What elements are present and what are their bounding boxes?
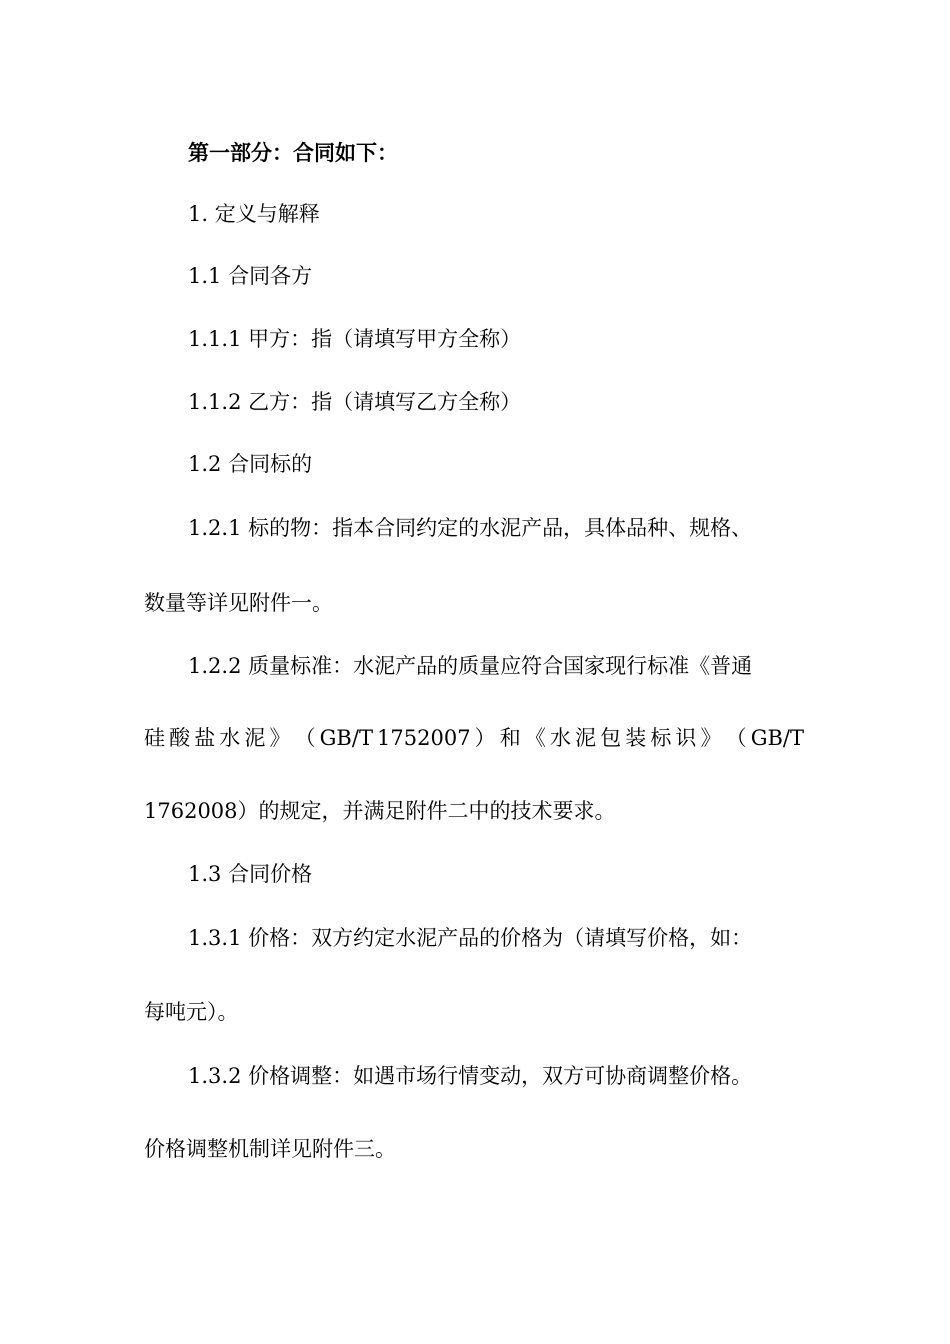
clause-1-1-1: 1.1.1 甲方：指（请填写甲方全称） — [188, 327, 522, 351]
clause-1-2-2-line-1: 1.2.2 质量标准：水泥产品的质量应符合国家现行标准《普通 — [188, 654, 753, 678]
clause-1-1-2: 1.1.2 乙方：指（请填写乙方全称） — [188, 390, 522, 414]
clause-1-3-2-line-1: 1.3.2 价格调整：如遇市场行情变动，双方可协商调整价格。 — [188, 1064, 753, 1088]
clause-1: 1. 定义与解释 — [188, 202, 320, 226]
text-segment: 《 — [524, 726, 546, 750]
text-segment: 》 — [269, 726, 291, 750]
text-segment: 识 — [675, 726, 697, 750]
text-segment: 》 — [700, 726, 722, 750]
text-segment: 标 — [650, 726, 672, 750]
clause-1-2-1-line-1: 1.2.1 标的物：指本合同约定的水泥产品，具体品种、规格、 — [188, 516, 753, 540]
clause-1-3-1-line-2: 每吨元）。 — [144, 1000, 239, 1024]
clause-1-3-2-line-2: 价格调整机制详见附件三。 — [144, 1137, 396, 1161]
text-segment: （ — [725, 726, 747, 750]
text-segment: 装 — [625, 726, 647, 750]
text-segment: 硅 — [144, 726, 165, 750]
clause-1-3-1-line-1: 1.3.1 价格：双方约定水泥产品的价格为（请填写价格，如： — [188, 926, 753, 950]
text-segment: （ — [294, 726, 316, 750]
text-segment: 和 — [499, 726, 521, 750]
clause-1-2: 1.2 合同标的 — [188, 452, 313, 476]
clause-1-2-2-line-3: 1762008）的规定，并满足附件二中的技术要求。 — [144, 799, 616, 823]
clause-1-2-2-line-2 — [144, 724, 804, 752]
clause-1-3: 1.3 合同价格 — [188, 862, 313, 886]
text-segment: 泥 — [244, 726, 266, 750]
section-heading: 第一部分：合同如下： — [188, 140, 398, 165]
text-segment: 1752007 — [377, 726, 471, 750]
text-segment: 酸 — [169, 726, 191, 750]
clause-1-1: 1.1 合同各方 — [188, 264, 313, 288]
text-segment: 水 — [549, 726, 571, 750]
text-segment: GB/T — [319, 726, 373, 750]
text-segment: ） — [474, 726, 496, 750]
text-segment: 水 — [219, 726, 241, 750]
text-segment: GB/T — [750, 726, 804, 750]
text-segment: 盐 — [194, 726, 216, 750]
clause-1-2-1-line-2: 数量等详见附件一。 — [144, 591, 333, 615]
text-segment: 包 — [600, 726, 622, 750]
text-segment: 泥 — [575, 726, 597, 750]
